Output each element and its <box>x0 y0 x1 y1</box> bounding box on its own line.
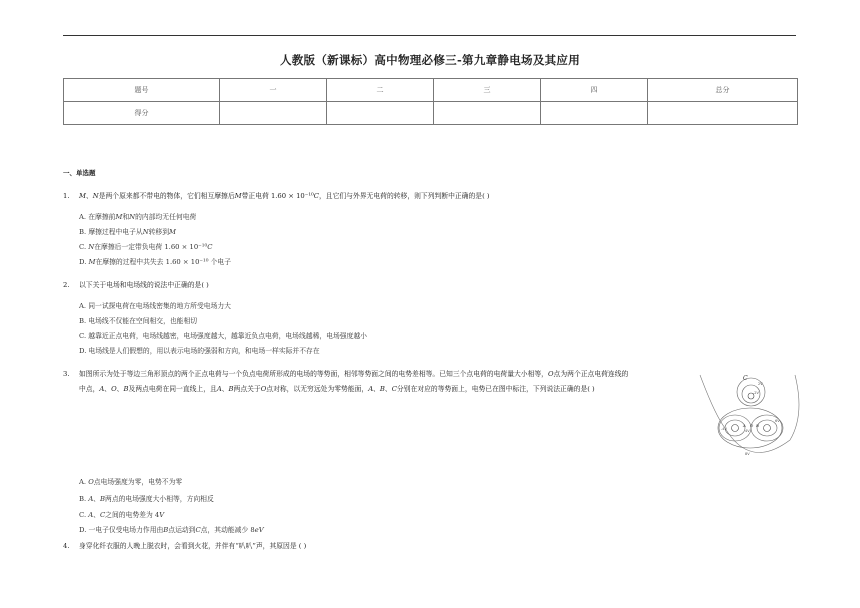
option-1a: A. 在摩擦前𝑀和𝑁的内部均无任何电荷 <box>79 213 197 221</box>
label-c: C <box>743 375 748 382</box>
score-header-cell: 题号 <box>64 79 220 102</box>
option-2a: A. 同一试探电荷在电场线密集的地方所受电场力大 <box>79 302 231 310</box>
question-3-line2: 中点，𝐴、𝑂、𝐵及两点电荷在同一直线上，且𝐴、𝐵两点关于𝑂点对称，以无穷远处为零势能面，𝐴、𝐵、𝐶分别在对应的等势面上，电势已在图中标注，下列说法正确的是( ) <box>79 385 595 393</box>
score-cell <box>648 102 798 125</box>
question-stem: 以下关于电场和电场线的说法中正确的是( ) <box>79 281 209 289</box>
label-neg-potential: -2V <box>753 391 759 395</box>
question-stem: 𝑀、𝑁是两个原来都不带电的物体，它们相互摩擦后𝑀带正电荷 1.60 × 10⁻¹⁰𝐶，且它们与外界无电荷的转移，则下列判断中正确的是( ) <box>79 192 490 200</box>
label-2v: 2V <box>758 382 763 386</box>
equipotential-figure <box>695 370 805 460</box>
header-rule <box>63 35 796 36</box>
question-stem: 身穿化纤衣服的人晚上脱衣时，会看到火花，并伴有“叭叭”声，其原因是 ( ) <box>79 542 307 550</box>
option-1d: D. 𝑀在摩擦的过程中共失去 1.60 × 10⁻¹⁰ 个电子 <box>79 258 232 266</box>
question-2 <box>63 279 209 289</box>
score-header-cell: 二 <box>327 79 434 102</box>
document-title: 人教版（新课标）高中物理必修三-第九章静电场及其应用 <box>279 53 581 67</box>
question-number: 1. <box>63 192 70 200</box>
label-neg4v: -4V <box>721 427 727 431</box>
score-row-label: 得分 <box>64 102 220 125</box>
section-heading: 一、单选题 <box>63 169 96 177</box>
score-cell <box>220 102 327 125</box>
score-cell <box>327 102 434 125</box>
score-header-cell: 总分 <box>648 79 798 102</box>
option-3b: B. 𝐴、𝐵两点的电场强度大小相等，方向相反 <box>79 495 214 503</box>
question-number: 2. <box>63 281 70 289</box>
score-table-header-row <box>64 79 798 102</box>
label-6v: 6V <box>775 419 780 423</box>
score-cell <box>541 102 648 125</box>
question-3 <box>63 368 628 378</box>
option-2d: D. 电场线是人们假想的，用以表示电场的强弱和方向，和电场一样实际并不存在 <box>79 347 320 355</box>
label-a: A <box>743 423 746 428</box>
label-o: O <box>750 423 754 428</box>
option-2c: C. 越靠近正点电荷，电场线越密，电场强度越大，越靠近负点电荷，电场线越稀，电场强度越小 <box>79 332 367 340</box>
label-4v: 4V <box>745 429 750 433</box>
score-cell <box>434 102 541 125</box>
question-stem-line1: 如图所示为处于等边三角形顶点的两个正点电荷与一个负点电荷所形成的电场的等势面，相邻等势面之间的电势差相等。已知三个点电荷的电荷量大小相等，𝑂点为两个正点电荷连线的 <box>79 370 629 378</box>
question-number: 4. <box>63 542 70 550</box>
question-1 <box>63 190 490 200</box>
label-b: B <box>756 423 759 428</box>
option-3c: C. 𝐴、𝐶之间的电势差为 4𝑉 <box>79 511 165 519</box>
score-header-cell: 一 <box>220 79 327 102</box>
label-8v: 8V <box>745 452 750 456</box>
score-header-cell: 三 <box>434 79 541 102</box>
option-1c: C. 𝑁在摩擦后一定带负电荷 1.60 × 10⁻¹⁰𝐶 <box>79 243 213 251</box>
option-3d: D. 一电子仅受电场力作用由𝐵点运动到𝐶点，其动能减少 8𝑒𝑉 <box>79 526 264 534</box>
question-number: 3. <box>63 370 70 378</box>
option-3a: A. 𝑂点电场强度为零，电势不为零 <box>79 478 183 486</box>
score-table <box>63 78 798 125</box>
option-1b: B. 摩擦过程中电子从𝑁转移到𝑀 <box>79 228 176 236</box>
score-table-score-row <box>64 102 798 125</box>
score-header-cell: 四 <box>541 79 648 102</box>
question-4 <box>63 540 306 550</box>
option-2b: B. 电场线不仅能在空间相交，也能相切 <box>79 317 198 325</box>
